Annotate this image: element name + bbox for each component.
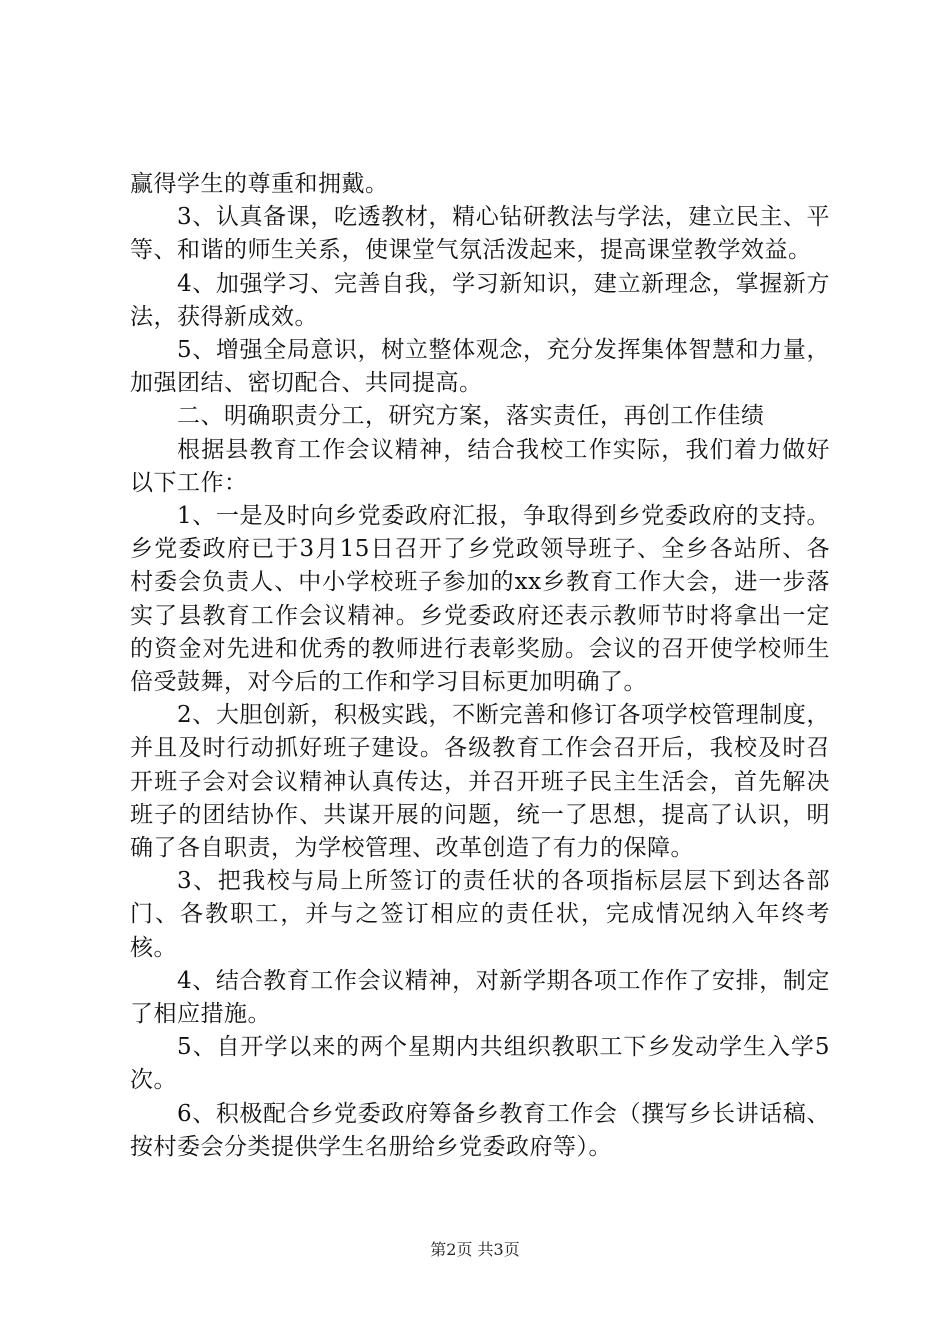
paragraph-item-5-teamwork: 5、增强全局意识，树立整体观念，充分发挥集体智慧和力量，加强团结、密切配合、共同提高。 [130,337,830,397]
document-body [130,168,830,1164]
page-footer [0,1240,950,1260]
paragraph-work-5: 5、自开学以来的两个星期内共组织教职工下乡发动学生入学5次。 [130,1034,830,1094]
page-number: 第2页 共3页 [430,1240,520,1259]
paragraph-continuation: 赢得学生的尊重和拥戴。 [130,171,389,197]
paragraph-section-intro: 根据县教育工作会议精神，结合我校工作实际，我们着力做好以下工作： [130,436,830,496]
paragraph-work-4: 4、结合教育工作会议精神，对新学期各项工作作了安排，制定了相应措施。 [130,967,830,1028]
paragraph-item-4-learning: 4、加强学习、完善自我，学习新知识，建立新理念，掌握新方法，获得新成效。 [130,270,830,330]
paragraph-item-3-lesson-prep: 3、认真备课，吃透教材，精心钻研教法与学法，建立民主、平等、和谐的师生关系，使课堂气氛活泼起来，提高课堂教学效益。 [130,204,830,264]
paragraph-work-6: 6、积极配合乡党委政府筹备乡教育工作会（撰写乡长讲话稿、按村委会分类提供学生名册给乡党委政府等）。 [130,1100,830,1160]
paragraph-work-2: 2、大胆创新，积极实践，不断完善和修订各项学校管理制度，并且及时行动抓好班子建设。各级教育工作会召开后，我校及时召开班子会对会议精神认真传达，并召开班子民主生活会，首先解决班子的团结协作、共谋开展的问题，统一了思想，提高了认识，明确了各自职责，为学校管理、改革创造了有力的保障。 [130,702,830,862]
paragraph-work-3: 3、把我校与局上所签订的责任状的各项指标层层下到达各部门、各教职工，并与之签订相应的责任状，完成情况纳入年终考核。 [130,868,830,961]
paragraph-work-1: 1、一是及时向乡党委政府汇报，争取得到乡党委政府的支持。乡党委政府已于3月15日召开了乡党政领导班子、全乡各站所、各村委会负责人、中小学校班子参加的xx乡教育工作大会，进一步落实了县教育工作会议精神。乡党委政府还表示教师节时将拿出一定的资金对先进和优秀的教师进行表彰奖励。会议的召开使学校师生倍受鼓舞，对今后的工作和学习目标更加明确了。 [130,503,830,696]
section-heading-2: 二、明确职责分工，研究方案，落实责任，再创工作佳绩 [177,403,765,430]
